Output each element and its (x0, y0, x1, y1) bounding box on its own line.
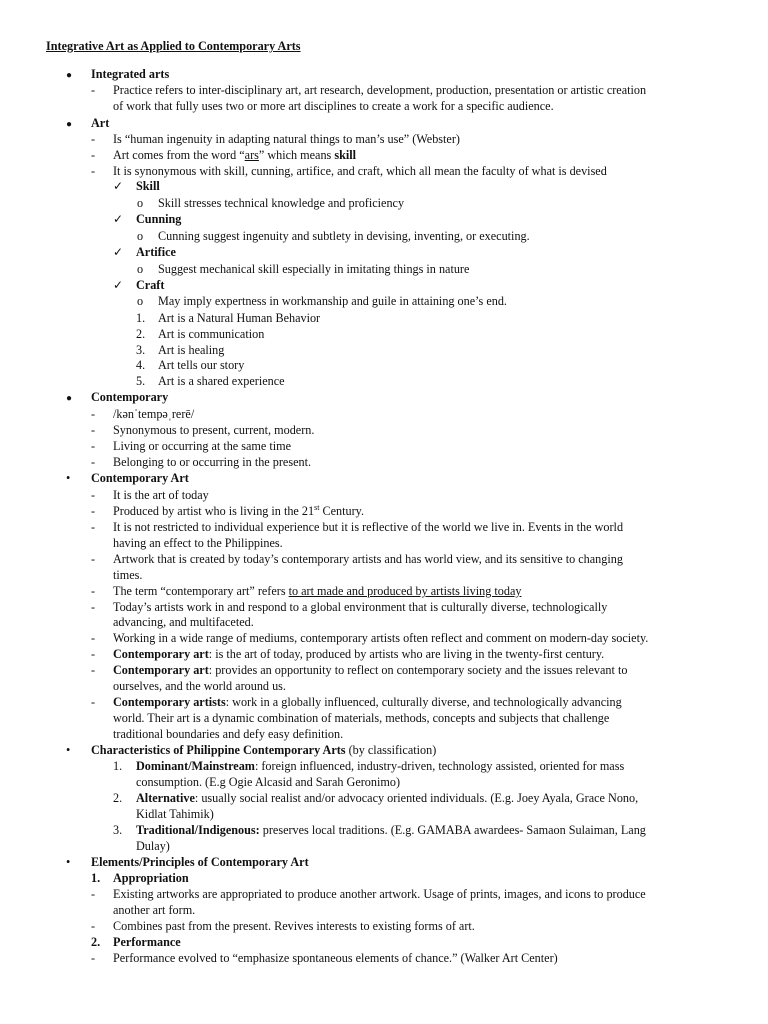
dash-marker: - (91, 455, 96, 469)
list-number: 2. (91, 935, 101, 949)
dash-marker: - (91, 164, 96, 178)
bullet-marker: ● (66, 393, 73, 404)
dash-marker: - (91, 407, 96, 421)
characteristics-heading: Characteristics of Philippine Contemporary Arts (by classification) (91, 743, 437, 757)
characteristic-item-cont: consumption. (E.g Ogie Alcasid and Sarah Geronimo) (136, 775, 401, 789)
ca-working: Working in a wide range of mediums, contemporary artists often reflect and comment on modern-day society. (113, 631, 649, 645)
ca-artists-cont2: traditional boundaries and defy easy definition. (113, 727, 344, 741)
list-item: Art tells our story (158, 358, 245, 372)
bullet-marker: ● (66, 119, 73, 130)
check-icon: ✓ (113, 212, 124, 226)
dash-marker: - (91, 132, 96, 146)
contemporary-living: Living or occurring at the same time (113, 439, 292, 453)
ca-definition-1: Contemporary art: is the art of today, produced by artists who are living in the twenty-first century. (113, 647, 605, 661)
ca-artists: Contemporary artists: work in a globally influenced, culturally diverse, and technologically advancing (113, 695, 622, 709)
dash-marker: - (91, 552, 96, 566)
dash-marker: - (91, 584, 96, 598)
art-heading: Art (91, 116, 110, 130)
list-number: 4. (136, 358, 146, 372)
contemporary-heading: Contemporary (91, 390, 169, 404)
cunning-heading: Cunning (136, 212, 182, 226)
list-item: Art is a Natural Human Behavior (158, 311, 321, 325)
dash-marker: - (91, 148, 96, 162)
ca-definition-2-cont: ourselves, and the world around us. (113, 679, 286, 693)
ca-today: It is the art of today (113, 488, 209, 502)
dash-marker: - (91, 919, 96, 933)
appropriation-line2: another art form. (113, 903, 196, 917)
list-item: Art is healing (158, 343, 225, 357)
appropriation-line1: Existing artworks are appropriated to produce another artwork. Usage of prints, images, and icons to produce (113, 887, 646, 901)
list-number: 5. (136, 374, 146, 388)
list-number: 3. (136, 343, 146, 357)
dash-marker: - (91, 663, 96, 677)
dash-marker: - (91, 951, 96, 965)
bullet-marker: • (66, 855, 71, 869)
elements-heading: Elements/Principles of Contemporary Art (91, 855, 309, 869)
dash-marker: - (91, 439, 96, 453)
ca-not-restricted-line2: having an effect to the Philippines. (113, 536, 283, 550)
characteristic-item: Dominant/Mainstream: foreign influenced, industry-driven, technology assisted, oriented for mass (136, 759, 625, 773)
list-number: 2. (136, 327, 146, 341)
check-icon: ✓ (113, 179, 124, 193)
ca-artwork-line1: Artwork that is created by today’s contemporary artists and has world view, and its sensitive to changing (113, 552, 623, 566)
contemporary-synonymous: Synonymous to present, current, modern. (113, 423, 315, 437)
integrated-practice-line1: Practice refers to inter-disciplinary art, art research, development, production, presentation or artistic creation (113, 83, 647, 97)
list-number: 2. (113, 791, 123, 805)
dash-marker: - (91, 488, 96, 502)
cunning-description: Cunning suggest ingenuity and subtlety in devising, inventing, or executing. (158, 229, 530, 243)
bullet-marker: • (66, 743, 71, 757)
circle-marker: o (137, 294, 144, 308)
craft-description: May imply expertness in workmanship and guile in attaining one’s end. (158, 294, 507, 308)
ca-todays-artists-line1: Today’s artists work in and respond to a global environment that is culturally diverse, technologically (113, 600, 608, 614)
art-synonymous: It is synonymous with skill, cunning, artifice, and craft, which all mean the faculty of what is devised (113, 164, 607, 178)
craft-heading: Craft (136, 278, 165, 292)
ca-artists-cont1: world. Their art is a dynamic combination of materials, methods, concepts and subjects that challenge (113, 711, 610, 725)
skill-description: Skill stresses technical knowledge and proficiency (158, 196, 405, 210)
list-item: Art is communication (158, 327, 265, 341)
document-title: Integrative Art as Applied to Contemporary Arts (46, 39, 301, 53)
list-number: 1. (91, 871, 101, 885)
characteristic-item: Alternative: usually social realist and/or advocacy oriented individuals. (E.g. Joey Ayala, Grace Nono, (136, 791, 639, 805)
skill-heading: Skill (136, 179, 160, 193)
dash-marker: - (91, 83, 96, 97)
ca-artwork-line2: times. (113, 568, 143, 582)
performance-heading: Performance (113, 935, 181, 949)
characteristic-item-cont: Kidlat Tahimik) (136, 807, 214, 821)
contemporary-art-heading: Contemporary Art (91, 471, 189, 485)
ca-term: The term “contemporary art” refers to art made and produced by artists living today (113, 584, 522, 598)
list-item: Art is a shared experience (158, 374, 285, 388)
list-number: 1. (113, 759, 123, 773)
circle-marker: o (137, 262, 144, 276)
dash-marker: - (91, 520, 96, 534)
dash-marker: - (91, 647, 96, 661)
artifice-heading: Artifice (136, 245, 176, 259)
appropriation-heading: Appropriation (113, 871, 189, 885)
artifice-description: Suggest mechanical skill especially in imitating things in nature (158, 262, 470, 276)
dash-marker: - (91, 887, 96, 901)
art-word-origin: Art comes from the word “ars” which means skill (113, 148, 357, 162)
dash-marker: - (91, 600, 96, 614)
ca-todays-artists-line2: advancing, and multifaceted. (113, 615, 254, 629)
art-webster: Is “human ingenuity in adapting natural things to man’s use” (Webster) (113, 132, 460, 146)
list-number: 3. (113, 823, 123, 837)
dash-marker: - (91, 423, 96, 437)
contemporary-phonetic: /kənˈtempəˌrerē/ (113, 407, 195, 421)
dash-marker: - (91, 695, 96, 709)
bullet-marker: ● (66, 70, 73, 81)
characteristic-item: Traditional/Indigenous: preserves local traditions. (E.g. GAMABA awardees- Samaon Sulaiman, Lang (136, 823, 646, 837)
characteristic-item-cont: Dulay) (136, 839, 170, 853)
check-icon: ✓ (113, 278, 124, 292)
dash-marker: - (91, 504, 96, 518)
ca-not-restricted-line1: It is not restricted to individual experience but it is reflective of the world we live in. Events in the world (113, 520, 624, 534)
integrated-practice-line2: of work that fully uses two or more art disciplines to create a work for a specific audience. (113, 99, 554, 113)
ca-definition-2: Contemporary art: provides an opportunity to reflect on contemporary society and the issues relevant to (113, 663, 628, 677)
integrated-arts-heading: Integrated arts (91, 67, 170, 81)
performance-line: Performance evolved to “emphasize spontaneous elements of chance.” (Walker Art Center) (113, 951, 558, 965)
appropriation-combines: Combines past from the present. Revives interests to existing forms of art. (113, 919, 475, 933)
circle-marker: o (137, 229, 144, 243)
list-number: 1. (136, 311, 146, 325)
circle-marker: o (137, 196, 144, 210)
bullet-marker: • (66, 471, 71, 485)
check-icon: ✓ (113, 245, 124, 259)
ca-produced: Produced by artist who is living in the 21st Century. (113, 502, 364, 518)
contemporary-belonging: Belonging to or occurring in the present. (113, 455, 311, 469)
dash-marker: - (91, 631, 96, 645)
